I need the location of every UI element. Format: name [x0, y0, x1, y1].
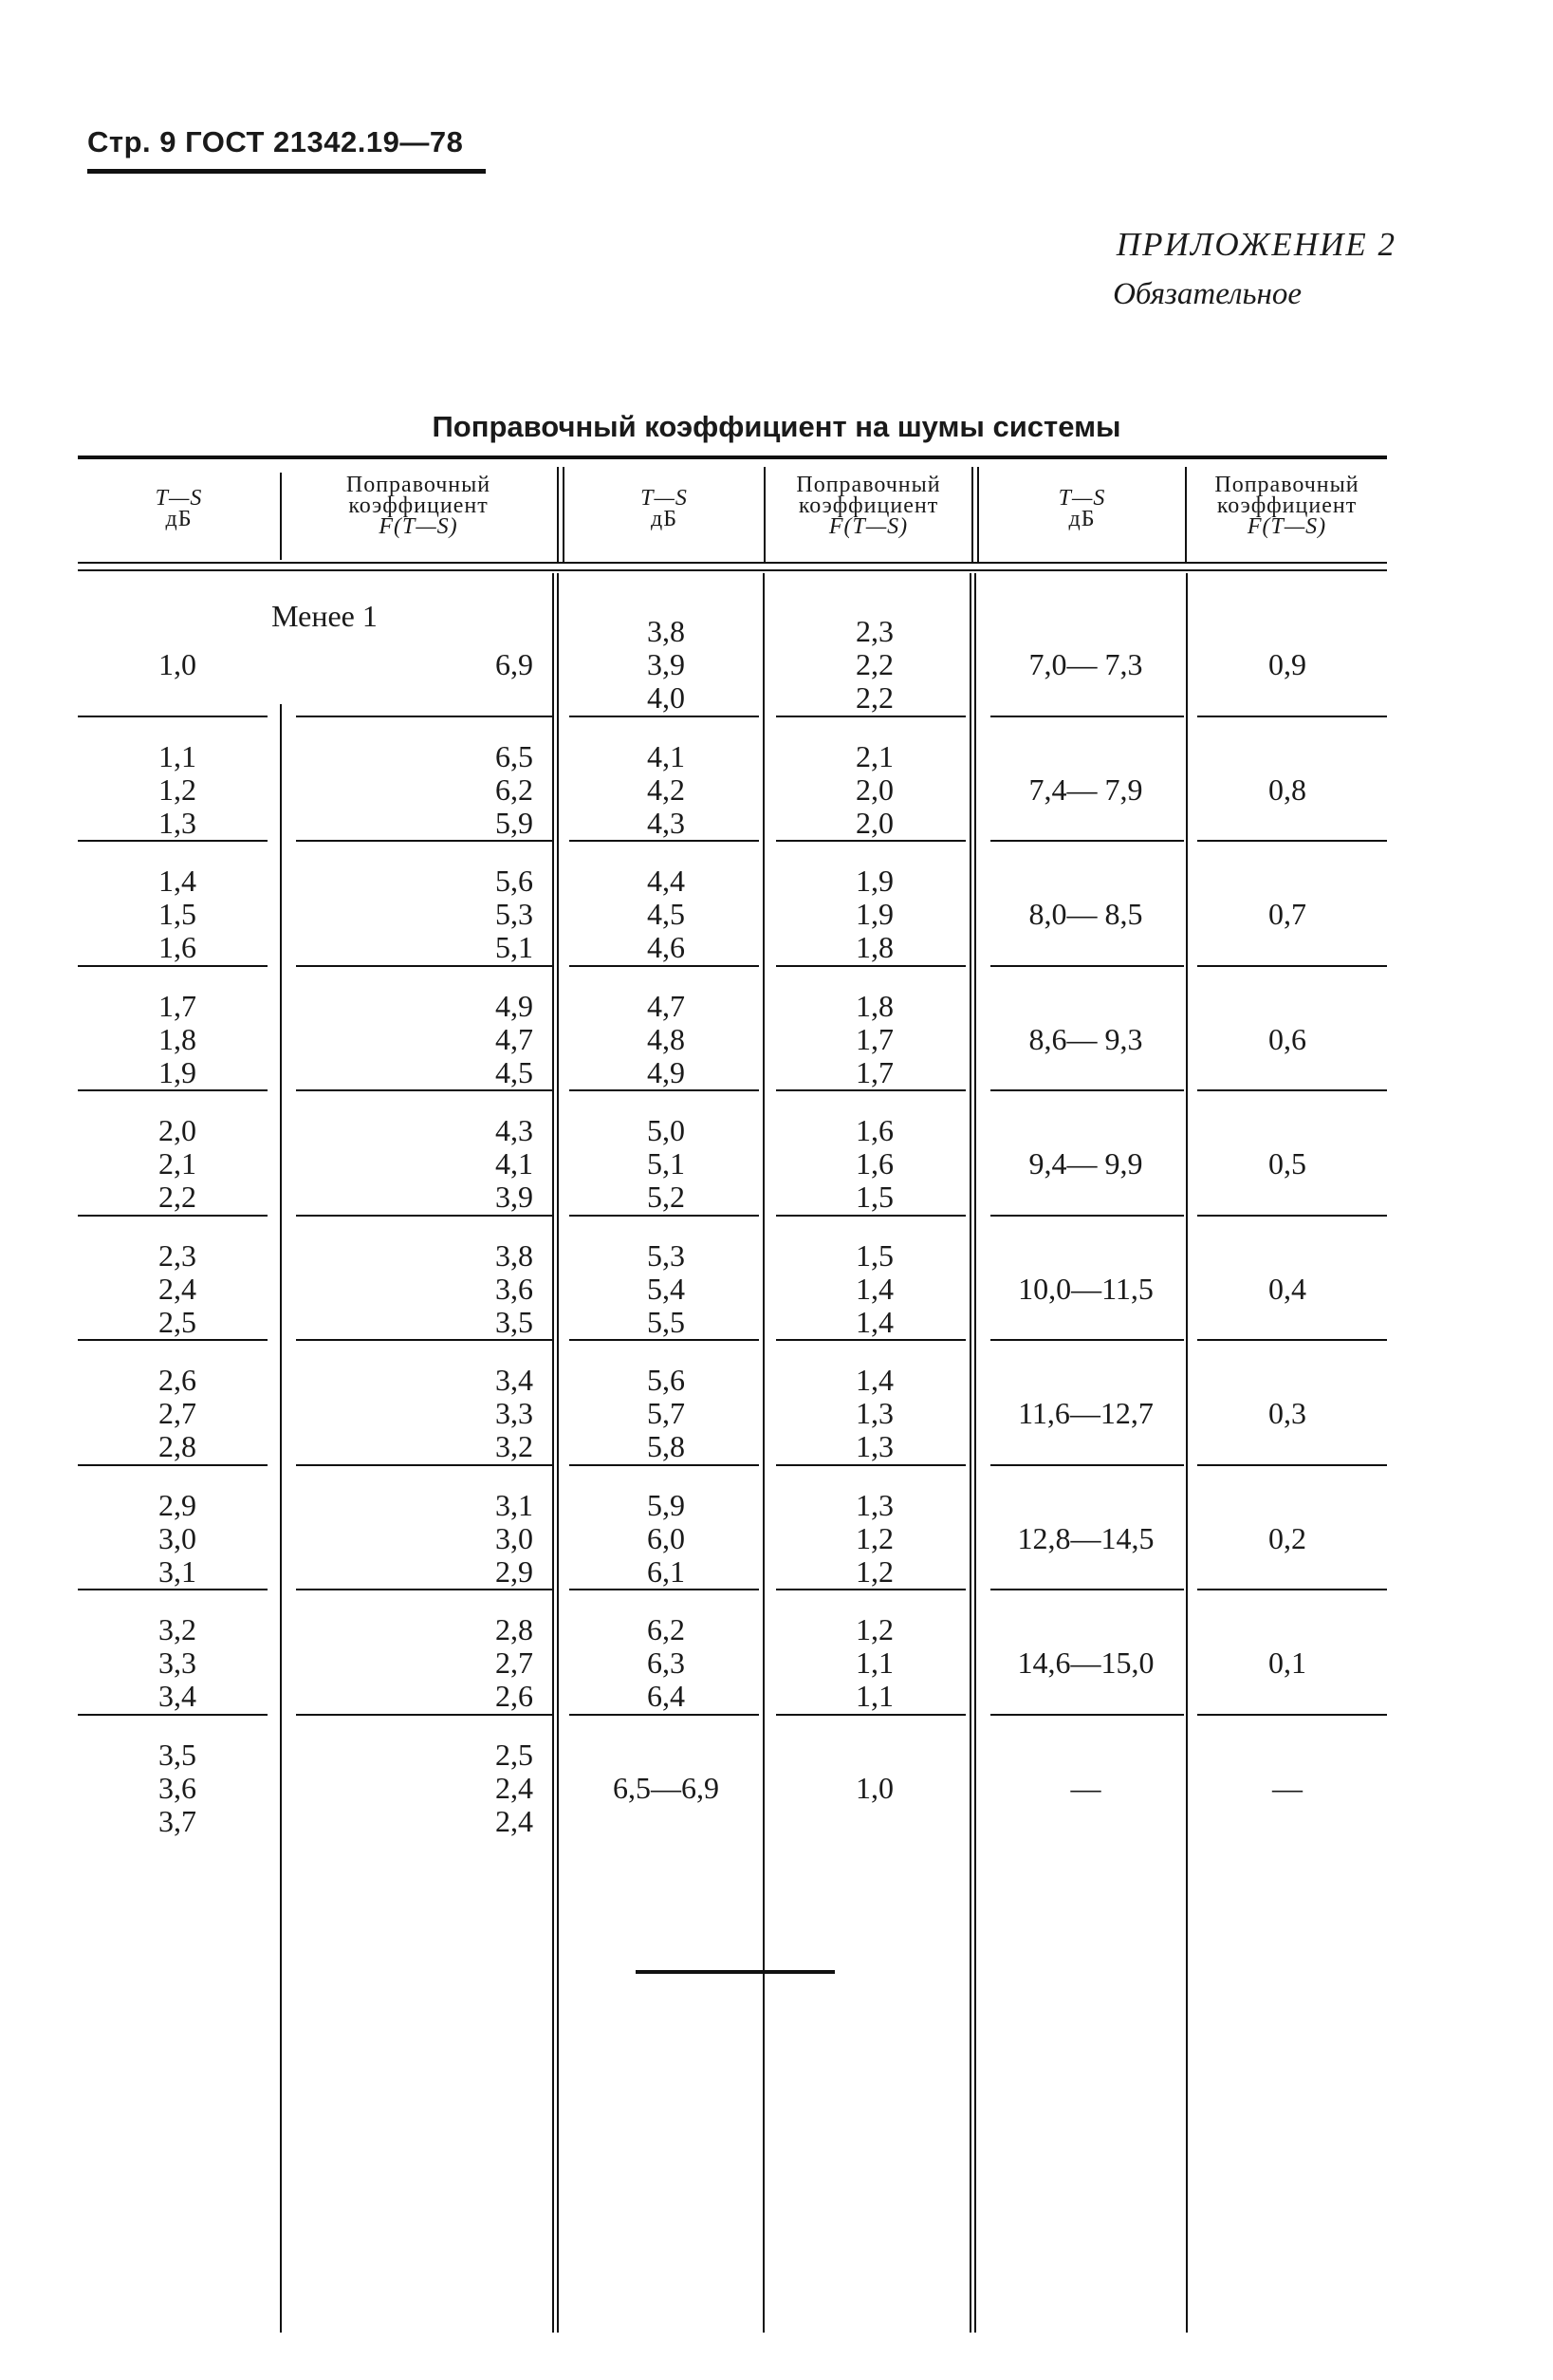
f-value: 1,5 — [856, 1237, 894, 1273]
appendix-label: ПРИЛОЖЕНИЕ 2 — [1116, 226, 1396, 263]
ts-value: 2,4 — [158, 1271, 196, 1306]
ts-value: 1,5 — [158, 897, 196, 931]
header-ts-label: T—S — [155, 486, 203, 511]
group-separator-rule — [78, 1589, 268, 1590]
col-divider — [1186, 573, 1188, 2333]
ts-value: 5,2 — [647, 1180, 685, 1214]
header-f-label-1: Поправочный — [1214, 473, 1359, 497]
ts-range-value: 14,6—15,0 — [1017, 1646, 1155, 1680]
group-separator-rule — [990, 1714, 1184, 1716]
ts-value: 5,1 — [647, 1146, 685, 1181]
group-separator-rule — [990, 1089, 1184, 1091]
header-f-label-1: Поправочный — [345, 473, 491, 497]
ts-value: 6,2 — [647, 1612, 685, 1646]
f-value: 1,1 — [856, 1646, 894, 1680]
f-value: 1,9 — [856, 864, 894, 898]
group-separator-rule — [296, 1215, 552, 1217]
less-than-label: Менее 1 — [271, 599, 378, 633]
group-separator-rule — [296, 1714, 552, 1716]
header-ts-label: T—S — [1058, 486, 1106, 511]
ts-value: 5,0 — [647, 1113, 685, 1147]
group-separator-rule — [569, 1464, 759, 1466]
ts-range-value: 10,0—11,5 — [1018, 1271, 1154, 1306]
f-value: 1,4 — [856, 1363, 894, 1397]
f-value: 0,2 — [1268, 1520, 1306, 1555]
f-value: 4,5 — [495, 1054, 533, 1089]
group-separator-rule — [78, 716, 268, 717]
col-divider-double — [970, 573, 971, 2333]
group-separator-rule — [78, 1714, 268, 1716]
ts-value: 3,6 — [158, 1770, 196, 1805]
group-separator-rule — [1197, 1339, 1387, 1341]
group-separator-rule — [78, 965, 268, 967]
header-ts-label: T—S — [640, 486, 688, 511]
group-separator-rule — [296, 1589, 552, 1590]
f-value: 0,4 — [1268, 1271, 1306, 1306]
f-value: 1,2 — [856, 1612, 894, 1646]
f-value: 3,2 — [495, 1429, 533, 1463]
f-value: 2,4 — [495, 1803, 533, 1838]
ts-value: 3,9 — [647, 647, 685, 681]
ts-value: 6,4 — [647, 1679, 685, 1713]
f-value: 2,6 — [495, 1679, 533, 1713]
group-separator-rule — [990, 716, 1184, 717]
f-value: 0,3 — [1268, 1396, 1306, 1430]
group-separator-rule — [569, 1339, 759, 1341]
ts-value: 3,8 — [647, 614, 685, 648]
ts-value: 6,3 — [647, 1646, 685, 1680]
header-f-label-2: коэффициент — [798, 493, 939, 518]
group-separator-rule — [1197, 1215, 1387, 1217]
ts-value: 3,7 — [158, 1803, 196, 1838]
group-separator-rule — [776, 1464, 966, 1466]
ts-range-value: 8,6— 9,3 — [1028, 1021, 1143, 1056]
ts-value: 5,4 — [647, 1271, 685, 1306]
ts-value: 4,9 — [647, 1054, 685, 1089]
col-divider-double — [974, 573, 976, 2333]
ts-value: 2,6 — [158, 1363, 196, 1397]
header-ts-unit: дБ — [1068, 507, 1096, 531]
col-divider-double — [552, 573, 554, 2333]
ts-range-value: 7,4— 7,9 — [1028, 772, 1143, 807]
group-separator-rule — [78, 1464, 268, 1466]
header-f-label-2: коэффициент — [1216, 493, 1358, 518]
f-value: 1,8 — [856, 930, 894, 964]
group-separator-rule — [990, 965, 1184, 967]
ts-value: 4,3 — [647, 805, 685, 840]
f-value: 1,4 — [856, 1304, 894, 1339]
f-value: 6,2 — [495, 772, 533, 807]
ts-value: 5,3 — [647, 1237, 685, 1273]
f-value: 3,0 — [495, 1520, 533, 1555]
running-head: Стр. 9 ГОСТ 21342.19—78 — [87, 125, 464, 158]
ts-value: 5,9 — [647, 1487, 685, 1522]
f-value: 1,6 — [856, 1146, 894, 1181]
group-separator-rule — [296, 965, 552, 967]
group-separator-rule — [990, 1589, 1184, 1590]
ts-value: 3,2 — [158, 1612, 196, 1646]
group-separator-rule — [776, 840, 966, 842]
f-value: 3,5 — [495, 1304, 533, 1339]
group-separator-rule — [78, 1215, 268, 1217]
group-separator-rule — [1197, 840, 1387, 842]
header-ts-unit: дБ — [651, 507, 677, 531]
group-separator-rule — [569, 965, 759, 967]
ts-value: 2,1 — [158, 1146, 196, 1181]
f-value: 0,9 — [1268, 647, 1306, 681]
header-f-label-2: коэффициент — [348, 493, 489, 518]
running-head-rule — [87, 169, 486, 174]
header-f-label-3: F(T—S) — [828, 514, 909, 539]
col-divider-double — [557, 467, 559, 562]
f-value: 0,6 — [1268, 1021, 1306, 1056]
col-divider-double — [971, 467, 973, 562]
group-separator-rule — [569, 1089, 759, 1091]
f-value: 5,1 — [495, 930, 533, 964]
ts-value: 4,4 — [647, 864, 685, 898]
f-value: 1,4 — [856, 1271, 894, 1306]
group-separator-rule — [1197, 1089, 1387, 1091]
f-value: 4,7 — [495, 1021, 533, 1056]
ts-value: 2,5 — [158, 1304, 196, 1339]
ts-value: 4,2 — [647, 772, 685, 807]
f-value: 3,1 — [495, 1487, 533, 1522]
ts-value: 5,8 — [647, 1429, 685, 1463]
group-separator-rule — [776, 1215, 966, 1217]
f-value: 1,1 — [856, 1679, 894, 1713]
ts-value: 1,7 — [158, 988, 196, 1023]
f-value: 1,7 — [856, 1021, 894, 1056]
group-separator-rule — [776, 1589, 966, 1590]
ts-range-value: 11,6—12,7 — [1018, 1396, 1154, 1430]
group-separator-rule — [776, 1089, 966, 1091]
f-value: 3,3 — [495, 1396, 533, 1430]
group-separator-rule — [1197, 1589, 1387, 1590]
f-value: 3,8 — [495, 1237, 533, 1273]
f-value: 2,0 — [856, 805, 894, 840]
col-divider — [280, 704, 282, 2333]
f-value: 1,5 — [856, 1180, 894, 1214]
ts-value: 6,5—6,9 — [613, 1770, 719, 1805]
ts-value: 1,4 — [158, 864, 196, 898]
header-f-label-3: F(T—S) — [1247, 514, 1327, 539]
ts-value: 4,6 — [647, 930, 685, 964]
ts-value: 2,7 — [158, 1396, 196, 1430]
group-separator-rule — [569, 1589, 759, 1590]
table-title: Поправочный коэффициент на шумы системы — [432, 410, 1121, 443]
group-separator-rule — [569, 1714, 759, 1716]
f-value: 2,9 — [495, 1553, 533, 1589]
f-value: 0,8 — [1268, 772, 1306, 807]
header-f-3 — [1187, 474, 1387, 537]
f-value: 2,1 — [856, 738, 894, 773]
ts-value: 3,0 — [158, 1520, 196, 1555]
f-value: 1,3 — [856, 1429, 894, 1463]
f-value: 1,7 — [856, 1054, 894, 1089]
f-value: 6,9 — [495, 647, 533, 681]
footer-rule — [636, 1970, 835, 1974]
ts-value: 1,9 — [158, 1054, 196, 1089]
f-value: 4,3 — [495, 1113, 533, 1147]
group-separator-rule — [296, 1464, 552, 1466]
ts-value: 1,0 — [158, 647, 196, 681]
ts-value: 1,1 — [158, 738, 196, 773]
group-separator-rule — [78, 1339, 268, 1341]
f-value: 2,7 — [495, 1646, 533, 1680]
f-value: 2,2 — [856, 680, 894, 715]
f-value: 5,3 — [495, 897, 533, 931]
group-separator-rule — [78, 1089, 268, 1091]
ts-range-value: 9,4— 9,9 — [1028, 1146, 1143, 1181]
ts-value: 5,6 — [647, 1363, 685, 1397]
header-f-label-1: Поправочный — [796, 473, 941, 497]
f-value: 2,4 — [495, 1770, 533, 1805]
ts-value: 4,1 — [647, 738, 685, 773]
ts-value: 1,8 — [158, 1021, 196, 1056]
f-value: 3,9 — [495, 1180, 533, 1214]
header-ts-1 — [78, 488, 280, 530]
f-value: 2,2 — [856, 647, 894, 681]
ts-range-value: 7,0— 7,3 — [1028, 647, 1143, 681]
group-separator-rule — [776, 1714, 966, 1716]
ts-value: 5,5 — [647, 1304, 685, 1339]
header-bottom-rule-2 — [78, 569, 1387, 571]
f-value: 3,4 — [495, 1363, 533, 1397]
f-value: 1,2 — [856, 1553, 894, 1589]
f-value: 5,9 — [495, 805, 533, 840]
group-separator-rule — [990, 1464, 1184, 1466]
f-value: 3,6 — [495, 1271, 533, 1306]
ts-value: 3,5 — [158, 1737, 196, 1772]
f-value: 2,8 — [495, 1612, 533, 1646]
header-ts-unit: дБ — [165, 507, 193, 531]
col-divider — [763, 573, 765, 2333]
ts-value: 3,3 — [158, 1646, 196, 1680]
ts-range-value: — — [1070, 1770, 1101, 1805]
col-divider-double — [557, 573, 559, 2333]
group-separator-rule — [1197, 1714, 1387, 1716]
f-value: 5,6 — [495, 864, 533, 898]
header-f-2 — [766, 474, 971, 537]
f-value: 4,1 — [495, 1146, 533, 1181]
f-value: 1,8 — [856, 988, 894, 1023]
header-ts-3 — [979, 488, 1185, 530]
f-value: 0,1 — [1268, 1646, 1306, 1680]
ts-value: 4,8 — [647, 1021, 685, 1056]
group-separator-rule — [569, 1215, 759, 1217]
ts-range-value: 12,8—14,5 — [1017, 1520, 1155, 1555]
group-separator-rule — [296, 716, 552, 717]
ts-value: 4,5 — [647, 897, 685, 931]
f-value: 2,3 — [856, 614, 894, 648]
ts-value: 5,7 — [647, 1396, 685, 1430]
ts-value: 6,1 — [647, 1553, 685, 1589]
group-separator-rule — [296, 1339, 552, 1341]
f-value: 2,5 — [495, 1737, 533, 1772]
ts-value: 2,3 — [158, 1237, 196, 1273]
f-value: 1,6 — [856, 1113, 894, 1147]
f-value: 0,7 — [1268, 897, 1306, 931]
f-value: 4,9 — [495, 988, 533, 1023]
ts-value: 2,2 — [158, 1180, 196, 1214]
group-separator-rule — [1197, 716, 1387, 717]
ts-value: 1,2 — [158, 772, 196, 807]
header-bottom-rule — [78, 562, 1387, 564]
ts-range-value: 8,0— 8,5 — [1028, 897, 1143, 931]
group-separator-rule — [990, 1339, 1184, 1341]
ts-value: 6,0 — [647, 1520, 685, 1555]
ts-value: 4,0 — [647, 680, 685, 715]
ts-value: 1,3 — [158, 805, 196, 840]
ts-value: 2,0 — [158, 1113, 196, 1147]
group-separator-rule — [569, 840, 759, 842]
f-value: 1,0 — [856, 1770, 894, 1805]
header-ts-2 — [564, 488, 764, 530]
group-separator-rule — [990, 1215, 1184, 1217]
ts-value: 3,1 — [158, 1553, 196, 1589]
group-separator-rule — [78, 840, 268, 842]
group-separator-rule — [296, 840, 552, 842]
f-value: 1,3 — [856, 1487, 894, 1522]
group-separator-rule — [296, 1089, 552, 1091]
group-separator-rule — [776, 1339, 966, 1341]
ts-value: 2,9 — [158, 1487, 196, 1522]
group-separator-rule — [776, 965, 966, 967]
f-value: 1,3 — [856, 1396, 894, 1430]
correction-table — [78, 456, 1387, 1879]
f-value: 1,9 — [856, 897, 894, 931]
group-separator-rule — [569, 716, 759, 717]
ts-value: 2,8 — [158, 1429, 196, 1463]
appendix-status: Обязательное — [1113, 277, 1302, 311]
f-value: 1,2 — [856, 1520, 894, 1555]
f-value: 2,0 — [856, 772, 894, 807]
group-separator-rule — [1197, 1464, 1387, 1466]
group-separator-rule — [1197, 965, 1387, 967]
header-f-label-3: F(T—S) — [379, 514, 458, 539]
f-value: 0,5 — [1268, 1146, 1306, 1181]
ts-value: 1,6 — [158, 930, 196, 964]
ts-value: 3,4 — [158, 1679, 196, 1713]
f-value: 6,5 — [495, 738, 533, 773]
ts-value: 4,7 — [647, 988, 685, 1023]
table-top-rule — [78, 456, 1387, 459]
group-separator-rule — [990, 840, 1184, 842]
group-separator-rule — [776, 716, 966, 717]
header-f-1 — [280, 474, 557, 537]
f-value: — — [1272, 1770, 1303, 1805]
